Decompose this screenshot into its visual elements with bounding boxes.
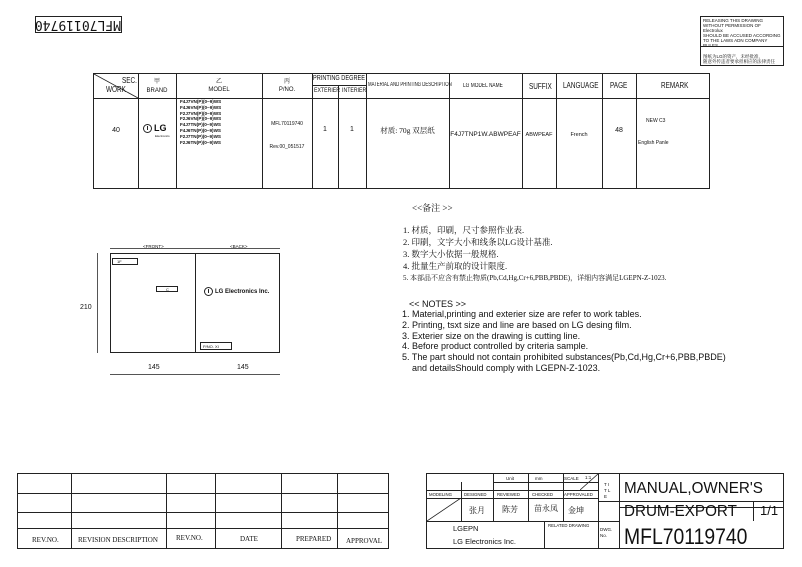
model-item: F2J7TN(P)(0~9)WS [180,133,221,139]
row-suffix: ABWPEAF [525,132,553,138]
reviewed-label: REVIEWED [497,492,520,497]
scale-value: 1:1 [585,475,592,480]
note-cn-item: 3. 数字大小依据一般规格. [403,249,499,259]
rev-col-prepared: PREPARED [296,535,332,543]
unit-value: mm [535,476,543,481]
dwg-no-label: DWG. No. [600,527,613,538]
note-en-item: 1. Material,printing and exterier size are refer to work tables. [402,309,642,319]
release-line-4: TO THE LAWS ADN COMPANY [703,38,768,43]
mid-tag-text: C [166,287,169,292]
notes-cn-title: <<备注 >> [412,203,453,213]
model-item: F4J6TN(P)(0~9)WS [180,127,221,133]
company-2: LG Electronics Inc. [453,537,516,546]
header-pno: P/NO. [278,87,296,93]
pno-tag-text: P/NO. XI [203,344,219,349]
spec-table [93,73,710,189]
brand-logo [143,123,167,133]
scale-label: SCALE [564,476,579,481]
header-brand-cn: 甲 [153,79,160,85]
unit-label: Unit [506,476,515,481]
header-remark: REMARK [661,81,689,90]
note-en-item: 5. The part should not contain prohibited substances(Pb,Cd,Hg,Cr+6,PBB,PBDE) [402,352,726,363]
modeling-label: MODELING [429,492,452,497]
related-drawing-label: RELATED DRAWING [548,523,590,528]
title-line-2: DRUM-EXPORT [624,503,737,520]
model-item: F2J6TN(P)(0~9)WS [180,139,221,145]
front-label: <FRONT> [143,244,164,249]
header-sec: SEC. [122,76,137,85]
back-logo-text: LG Electronics Inc. [215,288,270,295]
checked-label: CHECKED [532,492,554,497]
designed-label: DESIGNED [464,492,487,497]
rev-col-description: REVISION DESCRIPTION [78,536,158,544]
pno-tag [200,342,232,350]
header-work: WORK [106,85,126,94]
row-exterier: 1 [323,126,327,133]
title-line-1: MANUAL,OWNER'S [624,480,763,497]
rev-col-date: DATE [240,535,258,543]
header-pno-cn: 丙 [283,79,290,85]
row-remark-2: English Panle [638,140,669,146]
rev-col-revno: REV.NO. [32,536,59,544]
release-line-2: WITHOUT PERMISSION OF Electrolux [703,23,761,33]
header-page: PAGE [610,81,628,90]
release-line-1: RELEASING THIS DRAWING [703,18,764,23]
note-en-item: 3. Exterier size on the drawing is cutting line. [402,330,581,341]
back-label: <BACK> [230,244,248,249]
header-material: MATERIAL AND PRINTING DESCRIPTION [368,82,452,88]
row-interier: 1 [350,126,354,133]
designed-by: 张月 [469,506,485,515]
release-note-box [700,16,784,66]
approved-by: 金坤 [568,506,584,515]
model-item: F2J7VN(P)(0~9)WS [180,110,222,116]
release-cn-1: 图纸为LG的资产，未经批准， [703,54,764,59]
model-item: F4J7VN(P)(0~9)WS [180,99,222,104]
width-back-dimension: 145 [237,364,249,371]
notes-en-title: << NOTES >> [409,299,467,309]
note-en-item: and detailsShould comply with LGEPN-Z-1023. [402,362,601,373]
row-work: 40 [112,127,120,134]
release-cn-2: 随意外传违者要承担相应的法律责任 [703,59,775,64]
release-line-3: SHOULD BE ACCUSED ACCORDING [703,33,781,38]
manual-drawing [110,253,280,353]
note-en-item: 4. Before product controlled by criteria sample. [402,341,589,352]
checked-by: 苗永凤 [534,504,558,513]
row-remark-1: NEW C3 [646,118,666,124]
sheet-number: 1/1 [760,503,779,518]
width-front-dimension: 145 [148,364,160,371]
header-model: MODEL [208,87,230,93]
brand-logo-sub: Electronics [155,134,170,138]
approvaled-label: APPROVALED [564,492,593,497]
rev-col-approval: APPROVAL [346,537,383,545]
row-material: 材质: 70g 双层纸 [380,126,435,135]
company-1: LGEPN [453,524,479,533]
back-logo [204,287,269,296]
notes-en [402,309,726,374]
header-brand: BRAND [146,88,168,94]
doc-number-flipped: MFL70119740 [34,17,121,32]
front-tag-text: 1F [117,259,122,264]
revision-table [17,473,389,549]
lg-logo-icon [143,124,152,133]
dwg-number: MFL70119740 [624,524,748,549]
notes-cn [403,224,666,284]
front-tag [112,258,138,265]
row-rev: Rev.00_051517 [269,144,305,150]
header-language: LANGUAGE [563,81,599,90]
note-en-item: 2. Printing, tsxt size and line are based on LG desing film. [402,319,632,330]
title-vertical: T I T L E [604,482,611,499]
row-lg-model: F4J7TNP1W.ABWPEAF [450,131,521,138]
header-exterier: EXTERIER [314,87,341,94]
model-list [180,99,221,145]
model-item: F4J6VN(P)(0~9)WS [180,104,222,110]
rev-col-revno-2: REV.NO. [176,534,203,542]
note-cn-item: 4. 批量生产前取的设计限度. [403,261,508,271]
reviewed-by: 陈芳 [502,505,518,514]
header-lg-model: LG MODEL NAME [463,83,503,89]
modeling-diagonal [427,498,461,521]
brand-logo-text: LG [154,123,167,133]
header-model-cn: 乙 [215,79,222,85]
title-block [426,473,784,549]
height-dimension: 210 [80,304,92,311]
model-item: F2J6VN(P)(0~9)WS [180,116,222,122]
lg-logo-icon [204,287,213,296]
note-cn-item: 5. 本部品不应含有禁止物质(Pb,Cd,Hg,Cr+6,PBB,PBDE)，详细内容满足LGEPN-Z-1023. [403,274,667,282]
mid-tag [156,286,178,292]
header-interier: INTERIER [342,87,367,94]
row-language: French [570,132,588,138]
row-page: 48 [615,127,623,134]
note-cn-item: 2. 印刷，文字大小和线条以LG设计基准. [403,237,553,247]
header-suffix: SUFFIX [529,82,552,91]
row-pno: MFL70119740 [271,121,303,127]
header-printing-degree: PRINTING DEGREE [313,75,365,82]
note-cn-item: 1. 材质，印刷，尺寸参照作业表. [403,225,525,235]
model-item: F4J7TN(P)(0~9)WS [180,122,221,128]
doc-number-stamp [35,16,122,33]
